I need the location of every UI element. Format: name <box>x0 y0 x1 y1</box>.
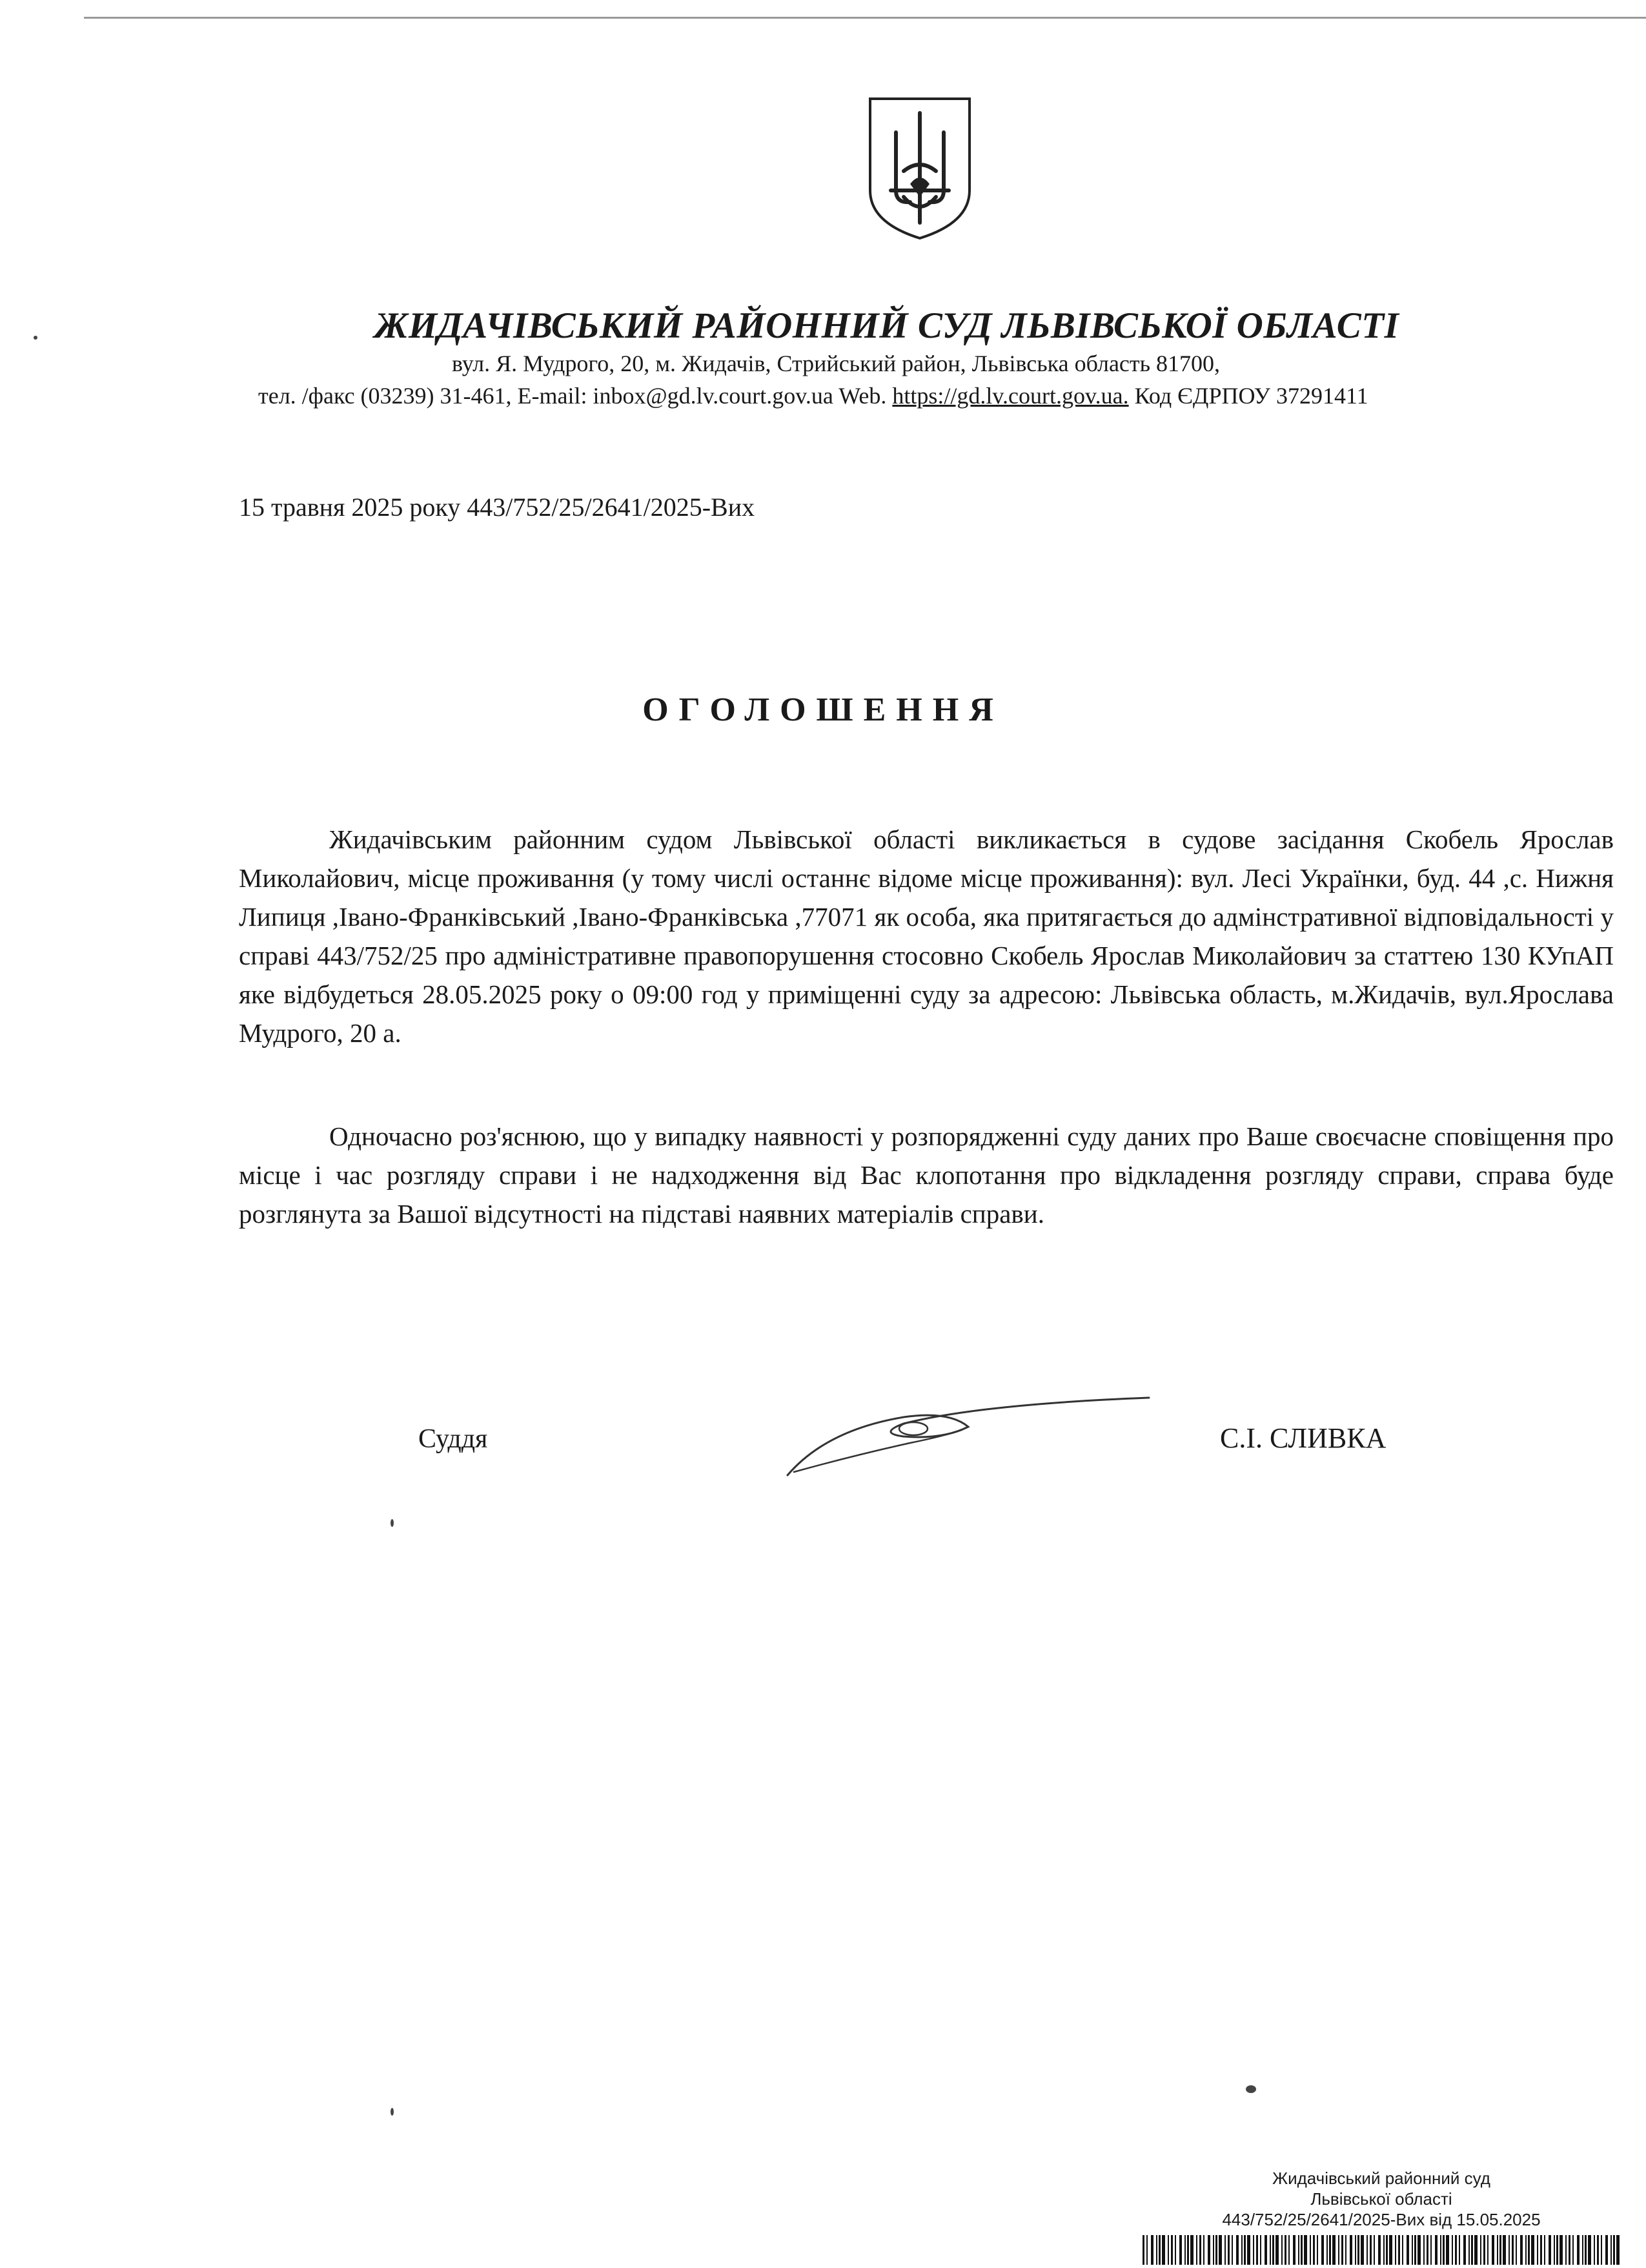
coat-of-arms-icon <box>865 94 975 242</box>
court-website-link[interactable]: https://gd.lv.court.gov.ua. <box>892 383 1129 409</box>
court-address: вул. Я. Мудрого, 20, м. Жидачів, Стрийський район, Львівська область 81700, <box>452 351 1221 376</box>
judge-name: С.І. СЛИВКА <box>1220 1422 1387 1454</box>
summons-paragraph: Жидачівським районним судом Львівської області викликається в судове засідання Скобель Ярослав Миколайович, місце проживання (у тому числі останнє відоме місце проживання): вул. Лесі Українки, буд. 44 ,с. Нижня Липиця ,Івано-Франківський ,Івано-Франківська ,77071 як особа, яка притягається до адмінстративної відповідальності у справі 443/752/25 про адміністративне правопорушення стосовно Скобель Ярослав Миколайович за статтею 130 КУпАП яке відбудеться 28.05.2025 року о 09:00 год у приміщенні суду за адресою: Львівська область, м.Жидачів, вул.Ярослава Мудрого, 20 а. <box>239 824 1614 1048</box>
stamp-number-line: 443/752/25/2641/2025-Вих від 15.05.2025 <box>1222 2210 1541 2229</box>
scan-speck <box>391 1519 394 1527</box>
contacts-prefix: тел. /факс (03239) 31-461, E-mail: inbox@gd.lv.court.gov.ua Web. <box>258 383 887 409</box>
handwritten-signature-icon <box>775 1391 1162 1488</box>
stamp-region-line: Львівської області <box>1310 2189 1452 2209</box>
registration-stamp <box>1175 2168 1588 2230</box>
scan-speck <box>34 336 37 340</box>
scan-speck <box>1246 2085 1256 2093</box>
court-name-heading: ЖИДАЧІВСЬКИЙ РАЙОННИЙ СУД ЛЬВІВСЬКОЇ ОБЛАСТІ <box>374 305 1399 346</box>
barcode <box>1143 2235 1620 2265</box>
scan-speck <box>391 2108 394 2116</box>
document-title: ОГОЛОШЕННЯ <box>642 691 1004 728</box>
clarification-paragraph: Одночасно роз'яснюю, що у випадку наявності у розпорядженні суду даних про Ваше своєчасне сповіщення про місце і час розгляду справи і не надходження від Вас клопотання про відкладення розгляду справи, справа буде розглянута за Вашої відсутності на підставі наявних матеріалів справи. <box>239 1121 1614 1229</box>
stamp-court-line: Жидачівський районний суд <box>1272 2169 1490 2188</box>
document-date-and-number: 15 травня 2025 року 443/752/25/2641/2025-Вих <box>239 493 755 522</box>
court-contacts <box>258 382 1562 409</box>
edrpou-code: Код ЄДРПОУ 37291411 <box>1134 383 1368 409</box>
scan-edge-line <box>84 17 1646 19</box>
judge-role-label: Суддя <box>418 1424 488 1454</box>
